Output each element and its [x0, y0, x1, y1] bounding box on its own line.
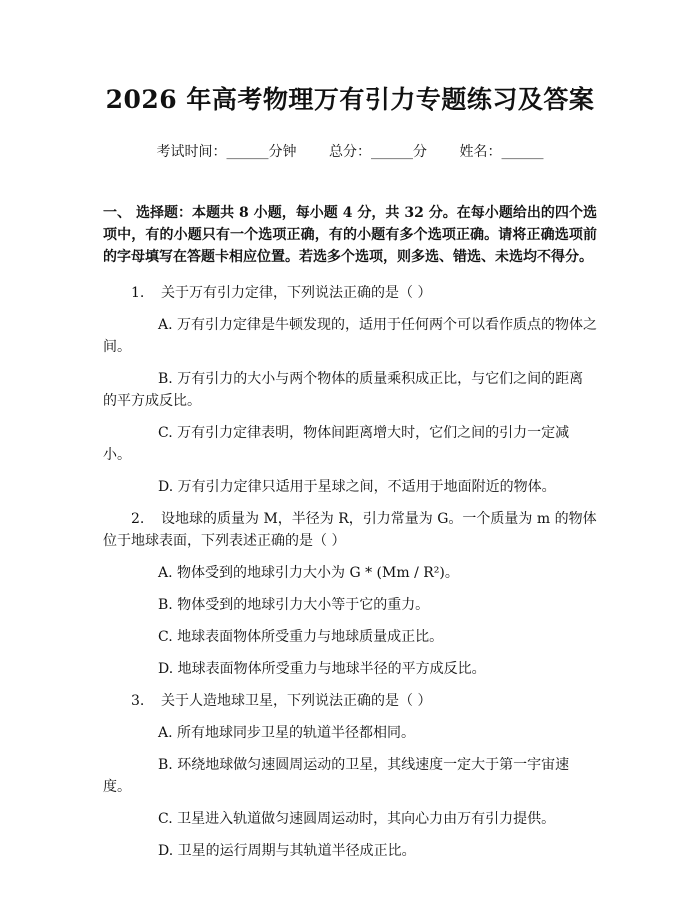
document-title: 2026 年高考物理万有引力专题练习及答案 — [105, 85, 595, 114]
section-heading: 一、 选择题：本题共 8 小题，每小题 4 分，共 32 分。在每小题给出的四个选项中，有的小题只有一个选项正确，有的小题有多个选项正确。请将正确选项前的字母填写在答题卡相应位置。若选多个选项，则多选、错选、未选均不得分。 — [103, 205, 597, 265]
question-2 — [103, 508, 597, 680]
question-stem — [103, 282, 597, 304]
question-number: 2. — [131, 511, 145, 527]
option-b: B. 物体受到的地球引力大小等于它的重力。 — [158, 597, 430, 613]
question-text: 关于人造地球卫星，下列说法正确的是（ ） — [161, 693, 432, 709]
option-b: B. 万有引力的大小与两个物体的质量乘积成正比，与它们之间的距离的平方成反比。 — [103, 371, 584, 409]
option-b: B. 环绕地球做匀速圆周运动的卫星，其线速度一定大于第一宇宙速度。 — [103, 757, 570, 795]
student-name-field: 姓名：______ — [459, 144, 544, 160]
question-stem — [103, 508, 597, 552]
option-a: A. 物体受到的地球引力大小为 G * (Mm / R²)。 — [158, 565, 459, 581]
option-d: D. 卫星的运行周期与其轨道半径成正比。 — [158, 843, 416, 859]
option-a: A. 万有引力定律是牛顿发现的，适用于任何两个可以看作质点的物体之间。 — [103, 317, 598, 355]
option-d: D. 地球表面物体所受重力与地球半径的平方成反比。 — [158, 661, 486, 677]
question-1 — [103, 282, 597, 498]
question-number: 1. — [131, 285, 145, 301]
option-d: D. 万有引力定律只适用于星球之间，不适用于地面附近的物体。 — [158, 479, 556, 495]
question-text: 关于万有引力定律，下列说法正确的是（ ） — [161, 285, 432, 301]
question-text: 设地球的质量为 M，半径为 R，引力常量为 G。一个质量为 m 的物体位于地球表面，下列表述正确的是（ ） — [103, 511, 597, 549]
question-list — [103, 282, 597, 862]
option-c: C. 万有引力定律表明，物体间距离增大时，它们之间的引力一定减小。 — [103, 425, 570, 463]
exam-meta-line — [103, 142, 597, 162]
question-number: 3. — [131, 693, 145, 709]
option-c: C. 卫星进入轨道做匀速圆周运动时，其向心力由万有引力提供。 — [158, 811, 556, 827]
total-score-field: 总分：______分 — [329, 144, 427, 160]
option-a: A. 所有地球同步卫星的轨道半径都相同。 — [158, 725, 416, 741]
question-stem — [103, 690, 597, 712]
exam-time-field: 考试时间：______分钟 — [156, 144, 297, 160]
option-c: C. 地球表面物体所受重力与地球质量成正比。 — [158, 629, 444, 645]
question-3 — [103, 690, 597, 862]
